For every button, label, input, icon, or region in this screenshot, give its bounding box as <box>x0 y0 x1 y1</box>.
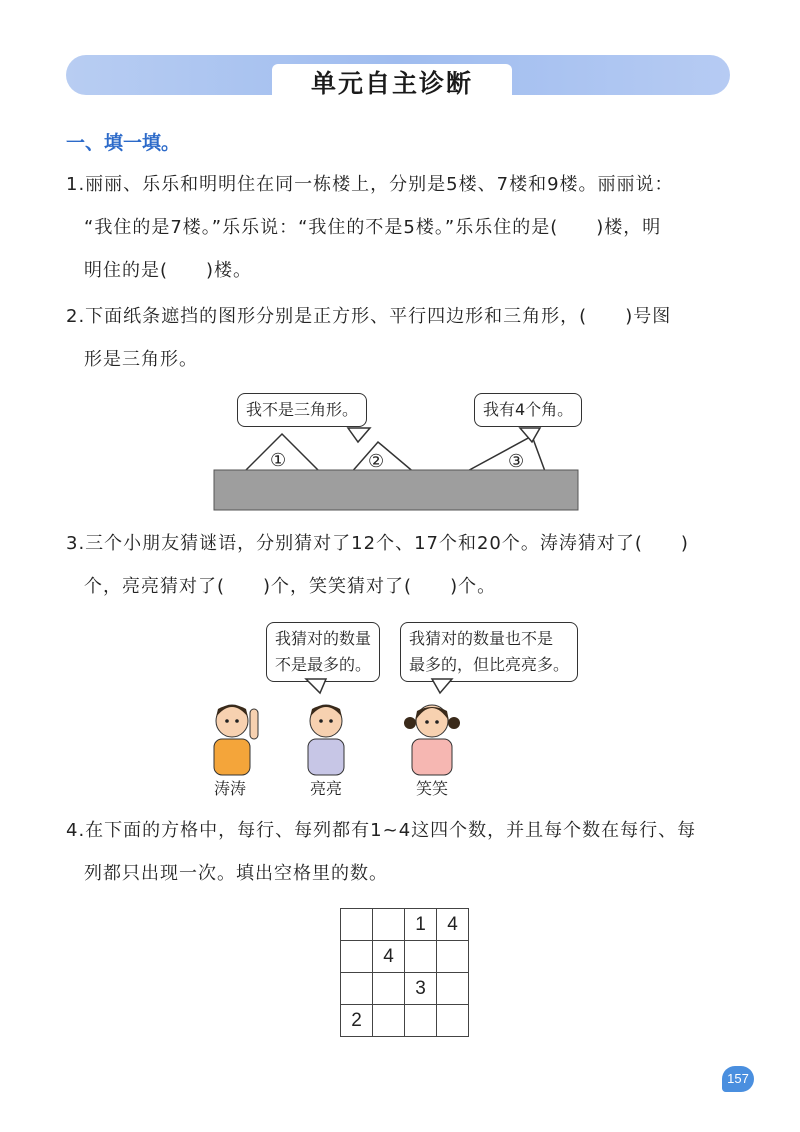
page-number-badge: 157 <box>722 1066 754 1092</box>
q2-line2: 形是三角形。 <box>84 349 198 370</box>
grid-cell: 4 <box>373 941 405 973</box>
bubble-tail-2 <box>520 428 540 442</box>
q2-line1: 2.下面纸条遮挡的图形分别是正方形、平行四边形和三角形，( )号图 <box>66 306 672 327</box>
grid-cell[interactable] <box>437 941 469 973</box>
name-liangliang: 亮亮 <box>310 779 343 798</box>
grid-cell[interactable] <box>373 1005 405 1037</box>
grid-row <box>341 909 469 941</box>
grid-cell[interactable] <box>437 973 469 1005</box>
grid-cell[interactable] <box>373 973 405 1005</box>
bubble-line: 最多的，但比亮亮多。 <box>409 655 570 674</box>
speech-bubble-liangliang <box>266 622 380 682</box>
q3-line2: 个，亮亮猜对了( )个，笑笑猜对了( )个。 <box>84 576 497 597</box>
q1-line3: 明住的是( )楼。 <box>84 260 253 281</box>
shape-label-3: ③ <box>508 451 525 472</box>
shape-label-1: ① <box>270 450 287 471</box>
paper-strip <box>214 470 578 510</box>
name-taotao: 涛涛 <box>214 779 247 798</box>
bubble-tail-1 <box>348 428 370 442</box>
speech-bubble-1: 我不是三角形。 <box>237 393 367 427</box>
bubble-tail <box>306 679 326 693</box>
bubble-line: 我猜对的数量 <box>275 629 372 648</box>
q3-line1: 3.三个小朋友猜谜语，分别猜对了12个、17个和20个。涛涛猜对了( ) <box>66 533 689 554</box>
page-title: 单元自主诊断 <box>272 64 512 104</box>
bubble-tail <box>432 679 452 693</box>
name-xiaoxiao: 笑笑 <box>416 779 449 798</box>
grid-cell[interactable] <box>405 1005 437 1037</box>
speech-bubble-xiaoxiao <box>400 622 578 682</box>
grid-cell[interactable] <box>341 909 373 941</box>
child-liangliang <box>308 705 344 775</box>
grid-cell: 2 <box>341 1005 373 1037</box>
q1-line1: 1.丽丽、乐乐和明明住在同一栋楼上，分别是5楼、7楼和9楼。丽丽说： <box>66 174 674 195</box>
triangle-shape-3 <box>462 436 546 474</box>
bubble-line: 我猜对的数量也不是 <box>409 629 554 648</box>
q1-line2: “我住的是7楼。”乐乐说：“我住的不是5楼。”乐乐住的是( )楼，明 <box>84 217 662 238</box>
grid-row <box>341 1005 469 1037</box>
grid-cell[interactable] <box>341 973 373 1005</box>
grid-cell[interactable] <box>341 941 373 973</box>
shape-label-2: ② <box>368 451 385 472</box>
grid-cell[interactable] <box>373 909 405 941</box>
bubble-line: 不是最多的。 <box>275 655 372 674</box>
q4-line1: 4.在下面的方格中，每行、每列都有1~4这四个数，并且每个数在每行、每 <box>66 820 697 841</box>
q3-figure <box>200 677 480 777</box>
grid-row <box>341 973 469 1005</box>
grid-cell[interactable] <box>405 941 437 973</box>
grid-cell: 3 <box>405 973 437 1005</box>
child-taotao <box>214 705 258 775</box>
child-xiaoxiao <box>404 705 460 775</box>
speech-bubble-2: 我有4个角。 <box>474 393 582 427</box>
grid-cell[interactable] <box>437 1005 469 1037</box>
grid-cell: 4 <box>437 909 469 941</box>
grid-row <box>341 941 469 973</box>
grid-cell: 1 <box>405 909 437 941</box>
q4-line2: 列都只出现一次。填出空格里的数。 <box>84 863 388 884</box>
number-grid <box>340 908 469 1037</box>
section-heading: 一、填一填。 <box>66 132 181 154</box>
